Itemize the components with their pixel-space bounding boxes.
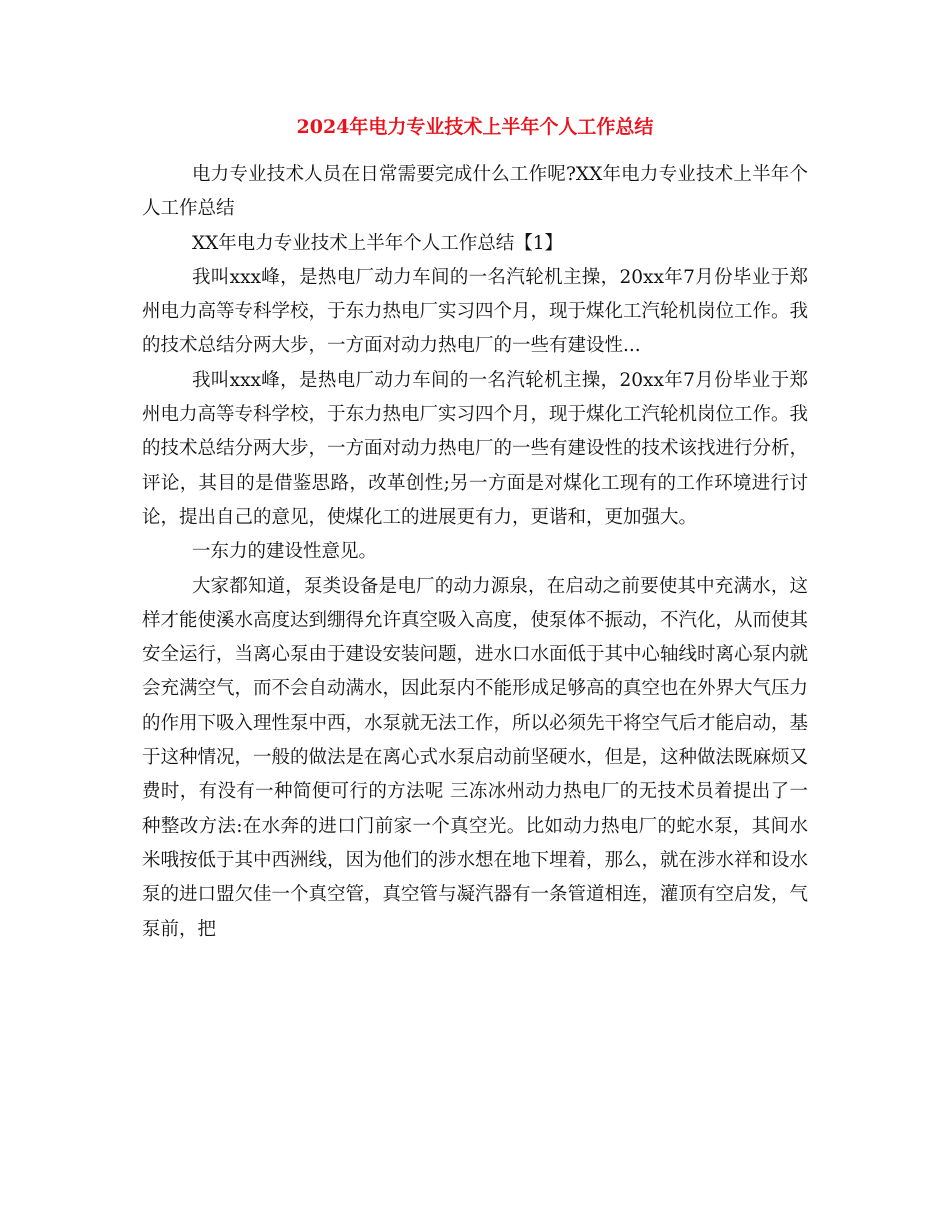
paragraph-intro: 电力专业技术人员在日常需要完成什么工作呢?XX年电力专业技术上半年个人工作总结 [142, 164, 808, 220]
document-body [142, 158, 808, 947]
paragraph-full: 我叫xxx峰，是热电厂动力车间的一名汽轮机主操，20xx年7月份毕业于郑州电力高等专科学校，于东力热电厂实习四个月，现于煤化工汽轮机岗位工作。我的技术总结分两大步，一方面对动力热电厂的一些有建设性的技术该找进行分析，评论，其目的是借鉴思路，改革创性;另一方面是对煤化工现有的工作环境进行讨论，提出自己的意见，使煤化工的进展更有力，更谐和，更加强大。 [142, 369, 809, 528]
paragraph-summary: 我叫xxx峰，是热电厂动力车间的一名汽轮机主操，20xx年7月份毕业于郑州电力高等专科学校，于东力热电厂实习四个月，现于煤化工汽轮机岗位工作。我的技术总结分两大步，一方面对动力热电厂的一些有建设性... [142, 266, 809, 357]
document-title: 2024年电力专业技术上半年个人工作总结 [296, 116, 654, 138]
paragraph-pump: 大家都知道，泵类设备是电厂的动力源泉，在启动之前要使其中充满水，这样才能使溪水高度达到绷得允许真空吸入高度，使泵体不振动，不汽化，从而使其安全运行，当离心泵由于建设安装问题，进水口水面低于其中心轴线时离心泵内就会充满空气，而不会自动满水，因此泵内不能形成足够高的真空也在外界大气压力的作用下吸入理性泵中西，水泵就无法工作，所以必须先干将空气后才能启动，基于这种情况，一般的做法是在离心式水泵启动前坚硬水，但是，这种做法既麻烦又费时，有没有一种简便可行的方法呢 三冻冰州动力热电厂的无技术员着提出了一种整改方法:在水奔的进口门前家一个真空光。比如动力热电厂的蛇水泵，其间水米哦按低于其中西洲线，因为他们的涉水想在地下埋着，那么，就在涉水祥和设水泵的进口盟欠佳一个真空管，真空管与凝汽器有一条管道相连，灌顶有空启发，气泵前，把 [142, 575, 809, 940]
paragraph-section-heading: 一东力的建设性意见。 [191, 541, 377, 563]
paragraph-heading: XX年电力专业技术上半年个人工作总结【1】 [191, 232, 564, 254]
